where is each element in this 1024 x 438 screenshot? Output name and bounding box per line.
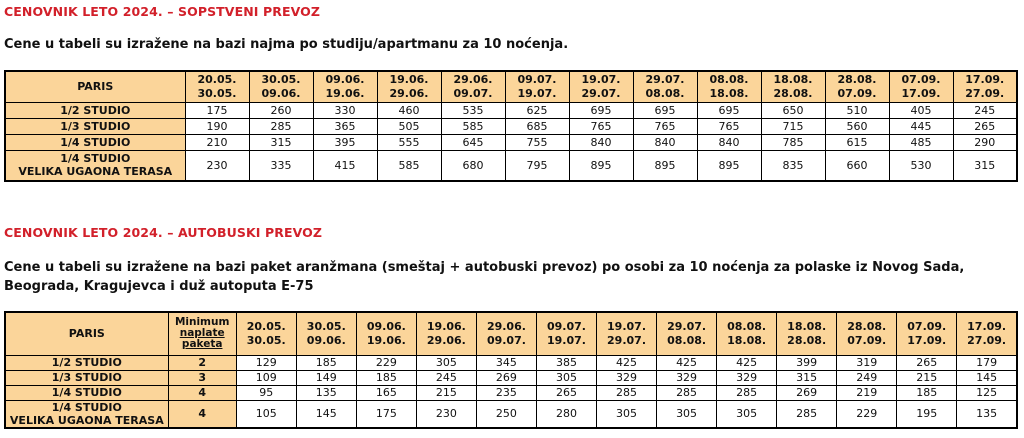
price-cell: 335: [249, 150, 313, 181]
table-row: [5, 102, 1017, 118]
period-to: 30.05.: [246, 333, 286, 347]
price-cell: 765: [697, 118, 761, 134]
price-cell: 269: [476, 370, 536, 385]
period-header: [536, 312, 596, 355]
period-header: [505, 71, 569, 102]
price-cell: 715: [761, 118, 825, 134]
price-cell: 345: [476, 355, 536, 370]
period-to: 07.09.: [847, 333, 887, 347]
row-label-line: 1/4 STUDIO: [51, 400, 122, 414]
price-cell: 215: [416, 385, 476, 400]
price-cell: 95: [236, 385, 296, 400]
period-to: 29.06.: [426, 333, 466, 347]
row-label: [5, 118, 185, 134]
price-cell: 840: [697, 134, 761, 150]
period-from: 09.06.: [366, 319, 406, 333]
period-header: [416, 312, 476, 355]
period-header: [377, 71, 441, 102]
period-from: 18.08.: [773, 72, 813, 86]
period-from: 28.08.: [837, 72, 877, 86]
price-cell: 485: [889, 134, 953, 150]
price-cell: 135: [296, 385, 356, 400]
price-cell: 315: [249, 134, 313, 150]
price-cell: 840: [569, 134, 633, 150]
row-label-line: VELIKA UGAONA TERASA: [18, 165, 173, 179]
price-cell: 645: [441, 134, 505, 150]
period-header: [356, 312, 416, 355]
price-cell: 385: [536, 355, 596, 370]
price-cell: 195: [897, 400, 957, 428]
period-header: [296, 312, 356, 355]
price-cell: 230: [416, 400, 476, 428]
period-from: 19.06.: [426, 319, 466, 333]
period-to: 18.08.: [727, 333, 767, 347]
price-cell: 460: [377, 102, 441, 118]
table-row: [5, 400, 1017, 428]
price-cell: 175: [185, 102, 249, 118]
price-cell: 445: [889, 118, 953, 134]
price-cell: 365: [313, 118, 377, 134]
price-cell: 145: [957, 370, 1017, 385]
period-header: [313, 71, 377, 102]
period-from: 29.07.: [645, 72, 685, 86]
row-label: [5, 370, 168, 385]
price-cell: 765: [633, 118, 697, 134]
period-from: 17.09.: [967, 319, 1007, 333]
price-cell: 129: [236, 355, 296, 370]
price-cell: 229: [356, 355, 416, 370]
minimum-header-line: paketa: [181, 338, 223, 351]
price-cell: 395: [313, 134, 377, 150]
price-cell: 149: [296, 370, 356, 385]
price-cell: 260: [249, 102, 313, 118]
price-cell: 285: [777, 400, 837, 428]
price-cell: 425: [717, 355, 777, 370]
period-header: [825, 71, 889, 102]
section2-description: [4, 258, 964, 296]
row-label-line: 1/4 STUDIO: [60, 152, 131, 166]
row-label-line: 1/3 STUDIO: [51, 371, 122, 384]
price-cell: 330: [313, 102, 377, 118]
period-header: [597, 312, 657, 355]
price-cell: 625: [505, 102, 569, 118]
price-cell: 285: [597, 385, 657, 400]
table-header-row: [5, 71, 1017, 102]
period-to: 28.08.: [773, 86, 813, 100]
price-cell: 135: [957, 400, 1017, 428]
price-cell: 695: [633, 102, 697, 118]
minimum-header: [168, 312, 236, 355]
table-row: [5, 150, 1017, 181]
period-from: 29.06.: [486, 319, 526, 333]
minimum-value: 3: [168, 370, 236, 385]
period-from: 29.07.: [667, 319, 707, 333]
price-cell: 249: [837, 370, 897, 385]
row-label: [5, 385, 168, 400]
price-cell: 555: [377, 134, 441, 150]
price-cell: 315: [953, 150, 1017, 181]
period-to: 09.07.: [486, 333, 526, 347]
price-cell: 105: [236, 400, 296, 428]
price-cell: 210: [185, 134, 249, 150]
price-cell: 530: [889, 150, 953, 181]
period-from: 19.06.: [389, 72, 429, 86]
price-cell: 329: [717, 370, 777, 385]
price-table-bus-transport: [4, 311, 1018, 429]
section1-title: CENOVNIK LETO 2024. – SOPSTVENI PREVOZ: [4, 4, 321, 19]
period-header: [236, 312, 296, 355]
price-cell: 695: [697, 102, 761, 118]
table-row: [5, 355, 1017, 370]
row-label: [5, 355, 168, 370]
price-cell: 245: [416, 370, 476, 385]
price-cell: 290: [953, 134, 1017, 150]
price-cell: 685: [505, 118, 569, 134]
period-from: 17.09.: [965, 72, 1005, 86]
period-from: 19.07.: [607, 319, 647, 333]
price-cell: 680: [441, 150, 505, 181]
price-cell: 755: [505, 134, 569, 150]
price-cell: 585: [441, 118, 505, 134]
period-from: 19.07.: [581, 72, 621, 86]
period-from: 20.05.: [197, 72, 237, 86]
price-cell: 125: [957, 385, 1017, 400]
price-cell: 425: [597, 355, 657, 370]
price-cell: 585: [377, 150, 441, 181]
period-from: 07.09.: [907, 319, 947, 333]
period-from: 18.08.: [787, 319, 827, 333]
period-from: 07.09.: [901, 72, 941, 86]
price-cell: 269: [777, 385, 837, 400]
period-to: 19.06.: [366, 333, 406, 347]
row-label: [5, 134, 185, 150]
period-to: 08.08.: [645, 86, 685, 100]
price-cell: 425: [657, 355, 717, 370]
price-table-own-transport: [4, 70, 1018, 182]
period-header: [569, 71, 633, 102]
section2-description-line1: Cene u tabeli su izražene na bazi paket aranžmana (smeštaj + autobuski prevoz) po osobi za 10 noćenja za polaske iz Novog Sada,: [4, 260, 965, 275]
price-cell: 190: [185, 118, 249, 134]
period-to: 30.05.: [197, 86, 237, 100]
price-cell: 185: [296, 355, 356, 370]
period-header: [837, 312, 897, 355]
period-to: 17.09.: [907, 333, 947, 347]
minimum-header-line: naplate: [179, 327, 225, 340]
price-cell: 179: [957, 355, 1017, 370]
price-cell: 319: [837, 355, 897, 370]
price-cell: 215: [897, 370, 957, 385]
row-label-line: 1/3 STUDIO: [60, 119, 131, 133]
period-header: [957, 312, 1017, 355]
period-header: [697, 71, 761, 102]
period-header: [185, 71, 249, 102]
minimum-value: 2: [168, 355, 236, 370]
price-cell: 315: [777, 370, 837, 385]
corner-header: PARIS: [5, 71, 185, 102]
row-label-line: 1/2 STUDIO: [51, 356, 122, 369]
price-cell: 615: [825, 134, 889, 150]
price-cell: 329: [597, 370, 657, 385]
price-cell: 660: [825, 150, 889, 181]
period-from: 09.07.: [546, 319, 586, 333]
price-cell: 305: [597, 400, 657, 428]
period-to: 07.09.: [837, 86, 877, 100]
row-label: [5, 102, 185, 118]
period-header: [657, 312, 717, 355]
price-cell: 560: [825, 118, 889, 134]
price-cell: 280: [536, 400, 596, 428]
period-to: 29.07.: [607, 333, 647, 347]
period-to: 29.07.: [581, 86, 621, 100]
period-header: [897, 312, 957, 355]
minimum-header-line: Minimum: [174, 316, 230, 329]
price-cell: 165: [356, 385, 416, 400]
price-cell: 285: [717, 385, 777, 400]
period-header: [777, 312, 837, 355]
period-from: 20.05.: [246, 319, 286, 333]
period-to: 27.09.: [967, 333, 1007, 347]
price-cell: 265: [536, 385, 596, 400]
price-cell: 305: [657, 400, 717, 428]
price-cell: 795: [505, 150, 569, 181]
price-cell: 305: [717, 400, 777, 428]
price-cell: 510: [825, 102, 889, 118]
period-from: 08.08.: [727, 319, 767, 333]
period-header: [441, 71, 505, 102]
price-cell: 835: [761, 150, 825, 181]
price-cell: 650: [761, 102, 825, 118]
row-label-line: 1/2 STUDIO: [60, 103, 131, 117]
price-cell: 895: [569, 150, 633, 181]
period-to: 17.09.: [901, 86, 941, 100]
section2-title: CENOVNIK LETO 2024. – AUTOBUSKI PREVOZ: [4, 225, 323, 240]
price-cell: 840: [633, 134, 697, 150]
period-to: 19.07.: [517, 86, 557, 100]
section1-description: Cene u tabeli su izražene na bazi najma po studiju/apartmanu za 10 noćenja.: [4, 37, 569, 52]
row-label-line: VELIKA UGAONA TERASA: [9, 413, 164, 427]
price-cell: 415: [313, 150, 377, 181]
period-from: 29.06.: [453, 72, 493, 86]
period-header: [889, 71, 953, 102]
price-cell: 109: [236, 370, 296, 385]
price-cell: 145: [296, 400, 356, 428]
table-row: [5, 118, 1017, 134]
period-to: 09.07.: [453, 86, 493, 100]
price-cell: 765: [569, 118, 633, 134]
row-label-line: 1/4 STUDIO: [51, 386, 122, 399]
price-cell: 185: [897, 385, 957, 400]
price-cell: 895: [697, 150, 761, 181]
price-cell: 305: [536, 370, 596, 385]
period-from: 30.05.: [261, 72, 301, 86]
period-header: [717, 312, 777, 355]
period-header: [761, 71, 825, 102]
period-to: 19.06.: [325, 86, 365, 100]
row-label-line: 1/4 STUDIO: [60, 135, 131, 149]
minimum-value: 4: [168, 400, 236, 428]
price-cell: 265: [897, 355, 957, 370]
corner-header: PARIS: [5, 312, 168, 355]
minimum-value: 4: [168, 385, 236, 400]
period-to: 29.06.: [389, 86, 429, 100]
period-from: 09.06.: [325, 72, 365, 86]
price-cell: 895: [633, 150, 697, 181]
price-cell: 505: [377, 118, 441, 134]
price-cell: 185: [356, 370, 416, 385]
period-to: 08.08.: [667, 333, 707, 347]
price-cell: 245: [953, 102, 1017, 118]
period-to: 09.06.: [306, 333, 346, 347]
period-to: 19.07.: [546, 333, 586, 347]
table-row: [5, 385, 1017, 400]
period-header: [249, 71, 313, 102]
price-cell: 305: [416, 355, 476, 370]
period-to: 27.09.: [965, 86, 1005, 100]
price-cell: 230: [185, 150, 249, 181]
price-cell: 265: [953, 118, 1017, 134]
period-from: 09.07.: [517, 72, 557, 86]
row-label: [5, 150, 185, 181]
row-label: [5, 400, 168, 428]
period-header: [953, 71, 1017, 102]
price-cell: 175: [356, 400, 416, 428]
price-cell: 399: [777, 355, 837, 370]
price-cell: 405: [889, 102, 953, 118]
price-cell: 285: [657, 385, 717, 400]
period-to: 28.08.: [787, 333, 827, 347]
price-cell: 785: [761, 134, 825, 150]
period-from: 28.08.: [847, 319, 887, 333]
section2-description-line2: Beograda, Kragujevca i duž autoputa E-75: [4, 279, 314, 294]
price-cell: 285: [249, 118, 313, 134]
price-cell: 329: [657, 370, 717, 385]
price-cell: 535: [441, 102, 505, 118]
table-row: [5, 370, 1017, 385]
period-header: [476, 312, 536, 355]
period-to: 09.06.: [261, 86, 301, 100]
period-from: 08.08.: [709, 72, 749, 86]
price-cell: 250: [476, 400, 536, 428]
period-to: 18.08.: [709, 86, 749, 100]
price-cell: 695: [569, 102, 633, 118]
table-header-row: [5, 312, 1017, 355]
price-cell: 219: [837, 385, 897, 400]
table-row: [5, 134, 1017, 150]
period-from: 30.05.: [306, 319, 346, 333]
period-header: [633, 71, 697, 102]
price-cell: 235: [476, 385, 536, 400]
price-cell: 229: [837, 400, 897, 428]
